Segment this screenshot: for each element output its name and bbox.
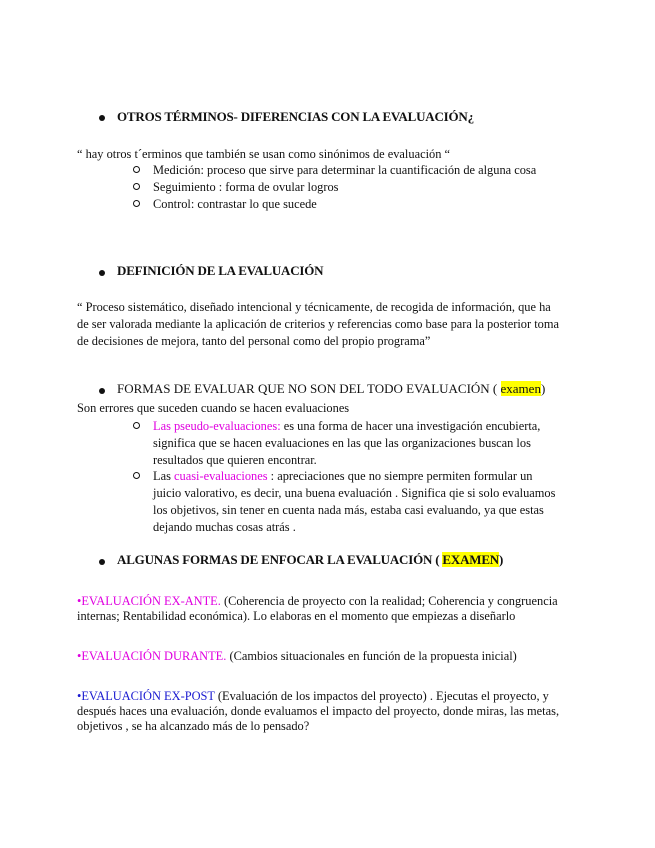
pseudo-evaluaciones-line2: significa que se hacen evaluaciones en las que las organizaciones buscan los bbox=[153, 436, 531, 450]
list-item-control: Control: contrastar lo que sucede bbox=[153, 197, 317, 211]
cuasi-evaluaciones-line3: los objetivos, sin tener en cuenta nada más, estaba casi evaluando, ya que estas bbox=[153, 503, 544, 517]
item-text: (Cambios situacionales en función de la propuesta inicial) bbox=[226, 649, 517, 663]
section-heading-formas-evaluar bbox=[117, 381, 545, 397]
cuasi-evaluaciones-line2: juicio valorativo, es decir, una buena evaluación . Significa qie si solo evaluamos bbox=[153, 486, 556, 500]
definition-line: de decisiones de mejora, tanto del personal como del propio programa” bbox=[77, 334, 431, 348]
item-text: : apreciaciones que no siempre permiten formular un bbox=[267, 469, 533, 483]
heading-text-end: ) bbox=[499, 552, 504, 567]
section-heading-formas-enfocar bbox=[117, 552, 503, 568]
section-heading-definicion: DEFINICIÓN DE LA EVALUACIÓN bbox=[117, 263, 324, 278]
section1-intro: “ hay otros t´erminos que también se usan como sinónimos de evaluación “ bbox=[77, 147, 451, 161]
section3-intro: Son errores que suceden cuando se hacen evaluaciones bbox=[77, 401, 350, 415]
circle-bullet-icon bbox=[133, 200, 140, 207]
definition-line: “ Proceso sistemático, diseñado intencional y técnicamente, de recogida de información, que ha bbox=[77, 300, 551, 314]
evaluacion-ex-ante-line2: internas; Rentabilidad económica). Lo elaboras en el momento que empiezas a diseñarlo bbox=[77, 609, 516, 623]
cuasi-evaluaciones-line1 bbox=[153, 468, 533, 485]
item-text: (Coherencia de proyecto con la realidad; Coherencia y congruencia bbox=[220, 594, 558, 608]
term-pseudo-evaluaciones: Las pseudo-evaluaciones: bbox=[153, 419, 281, 433]
circle-bullet-icon bbox=[133, 166, 140, 173]
bullet-icon bbox=[99, 388, 105, 394]
heading-text-end: ) bbox=[540, 381, 546, 396]
item-text: Las bbox=[153, 469, 174, 483]
label-durante: •EVALUACIÓN DURANTE. bbox=[77, 649, 227, 663]
highlight-examen: EXAMEN bbox=[442, 552, 499, 567]
bullet-icon bbox=[99, 559, 105, 565]
heading-text: FORMAS DE EVALUAR QUE NO SON DEL TODO EVALUACIÓN ( bbox=[117, 381, 501, 396]
heading-text: ALGUNAS FORMAS DE ENFOCAR LA EVALUACIÓN ( bbox=[117, 552, 443, 567]
evaluacion-ex-post-line2: después haces una evaluación, donde evaluamos el impacto del proyecto, donde miras, las metas, bbox=[77, 704, 560, 718]
section-heading-otros-terminos: OTROS TÉRMINOS- DIFERENCIAS CON LA EVALUACIÓN¿ bbox=[117, 109, 474, 124]
highlight-examen: examen bbox=[500, 381, 541, 396]
circle-bullet-icon bbox=[133, 422, 140, 429]
label-ex-ante: •EVALUACIÓN EX-ANTE. bbox=[77, 594, 221, 608]
circle-bullet-icon bbox=[133, 183, 140, 190]
term-cuasi-evaluaciones: cuasi-evaluaciones bbox=[174, 469, 268, 483]
cuasi-evaluaciones-line4: dejando muchas cosas atrás . bbox=[153, 520, 296, 534]
evaluacion-durante bbox=[77, 648, 517, 665]
item-text: es una forma de hacer una investigación encubierta, bbox=[280, 419, 541, 433]
evaluacion-ex-post-line3: objetivos , se ha alcanzado más de lo pensado? bbox=[77, 719, 310, 733]
bullet-icon bbox=[99, 270, 105, 276]
circle-bullet-icon bbox=[133, 472, 140, 479]
label-ex-post: •EVALUACIÓN EX-POST bbox=[77, 689, 215, 703]
pseudo-evaluaciones-line1 bbox=[153, 418, 540, 435]
list-item-medicion: Medición: proceso que sirve para determinar la cuantificación de alguna cosa bbox=[153, 163, 537, 177]
bullet-icon bbox=[99, 115, 105, 121]
list-item-seguimiento: Seguimiento : forma de ovular logros bbox=[153, 180, 339, 194]
pseudo-evaluaciones-line3: resultados que quieren encontrar. bbox=[153, 453, 317, 467]
item-text: (Evaluación de los impactos del proyecto) . Ejecutas el proyecto, y bbox=[214, 689, 549, 703]
definition-line: de ser valorada mediante la aplicación de criterios y referencias como base para la posterior toma bbox=[77, 317, 559, 331]
